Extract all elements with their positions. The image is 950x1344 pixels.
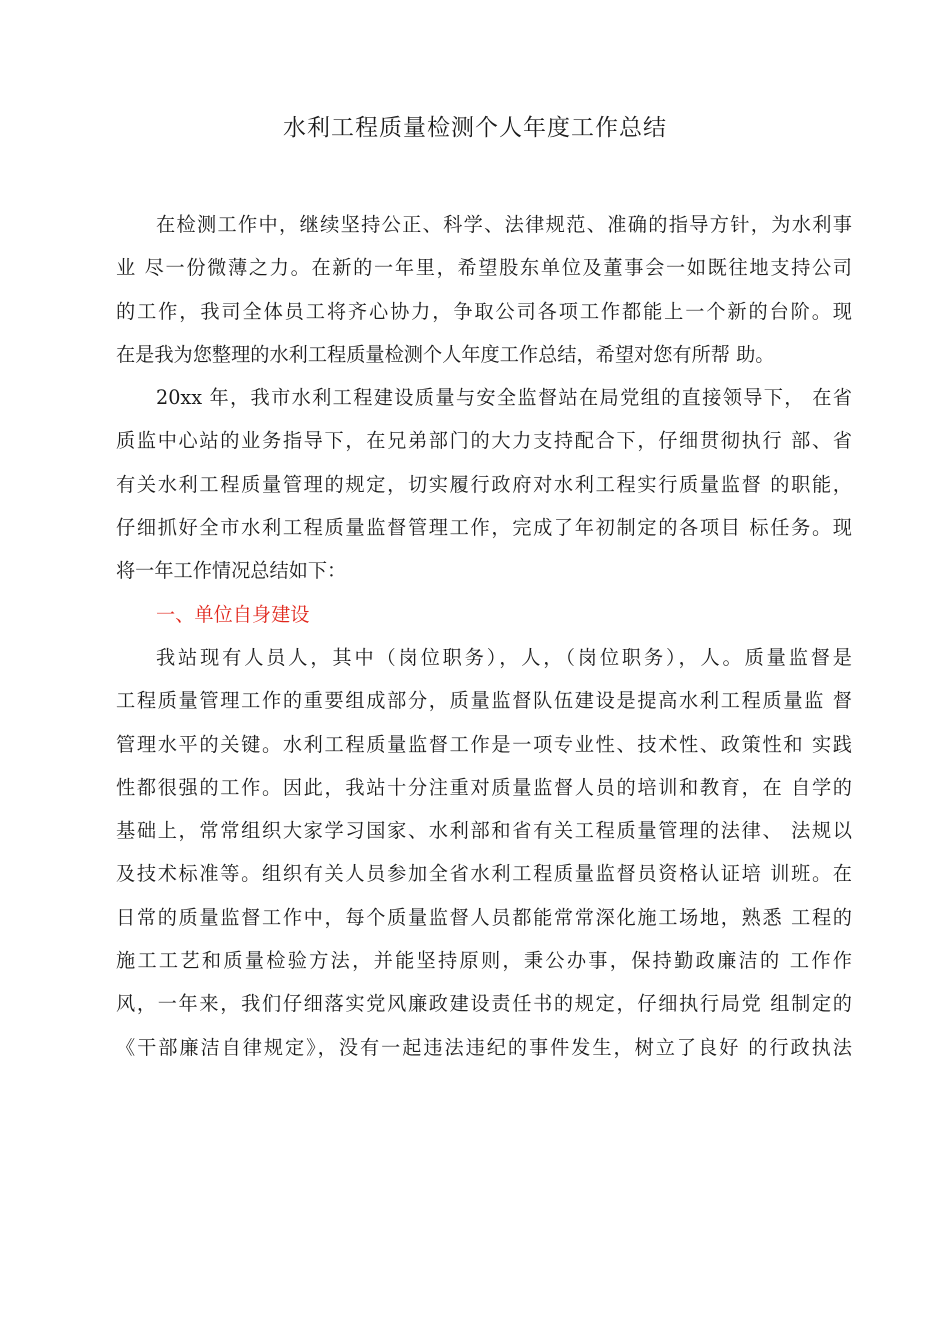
paragraph-line: 将一年工作情况总结如下： [116, 559, 347, 583]
paragraph-line: 在是我为您整理的水利工程质量检测个人年度工作总结，希望对您有所帮 助。 [116, 342, 775, 366]
paragraph-line: 日常的质量监督工作中，每个质量监督人员都能常常深化施工场地，熟悉 工程的 [116, 905, 852, 929]
paragraph-line: 在检测工作中，继续坚持公正、科学、法律规范、准确的指导方针，为水利事 [156, 213, 852, 236]
paragraph-line: 20xx 年，我市水利工程建设质量与安全监督站在局党组的直接领导下， 在省 [156, 386, 852, 410]
document-title: 水利工程质量检测个人年度工作总结 [283, 115, 667, 141]
paragraph-line: 《干部廉洁自律规定》，没有一起违法违纪的事件发生，树立了良好 的行政执法 [116, 1035, 852, 1059]
paragraph-line: 施工工艺和质量检验方法，并能坚持原则，秉公办事，保持勤政廉洁的 工作作 [116, 949, 852, 973]
paragraph-line: 风，一年来，我们仔细落实党风廉政建设责任书的规定，仔细执行局党 组制定的 [116, 992, 852, 1016]
paragraph-line: 仔细抓好全市水利工程质量监督管理工作，完成了年初制定的各项目 标任务。现 [116, 516, 852, 540]
paragraph-line: 工程质量管理工作的重要组成部分，质量监督队伍建设是提高水利工程质量监 督 [116, 689, 852, 713]
paragraph-line: 及技术标准等。组织有关人员参加全省水利工程质量监督员资格认证培 训班。在 [116, 862, 852, 886]
paragraph-line: 性都很强的工作。因此，我站十分注重对质量监督人员的培训和教育，在 自学的 [116, 775, 852, 799]
document-body [116, 203, 852, 1069]
paragraph-line: 我站现有人员人，其中（岗位职务），人，（岗位职务），人。质量监督是 [156, 645, 852, 669]
paragraph-line: 管理水平的关键。水利工程质量监督工作是一项专业性、技术性、政策性和 实践 [116, 732, 852, 756]
section-heading: 一、单位自身建设 [156, 602, 310, 626]
paragraph-line: 有关水利工程质量管理的规定，切实履行政府对水利工程实行质量监督 的职能， [116, 472, 852, 496]
paragraph-line: 业 尽一份微薄之力。在新的一年里，希望股东单位及董事会一如既往地支持公司 [116, 256, 852, 280]
paragraph-line: 质监中心站的业务指导下，在兄弟部门的大力支持配合下，仔细贯彻执行 部、省 [116, 429, 852, 453]
paragraph-line: 的工作，我司全体员工将齐心协力，争取公司各项工作都能上一个新的台阶。现 [116, 299, 852, 323]
paragraph-line: 基础上，常常组织大家学习国家、水利部和省有关工程质量管理的法律、 法规以 [116, 819, 852, 843]
